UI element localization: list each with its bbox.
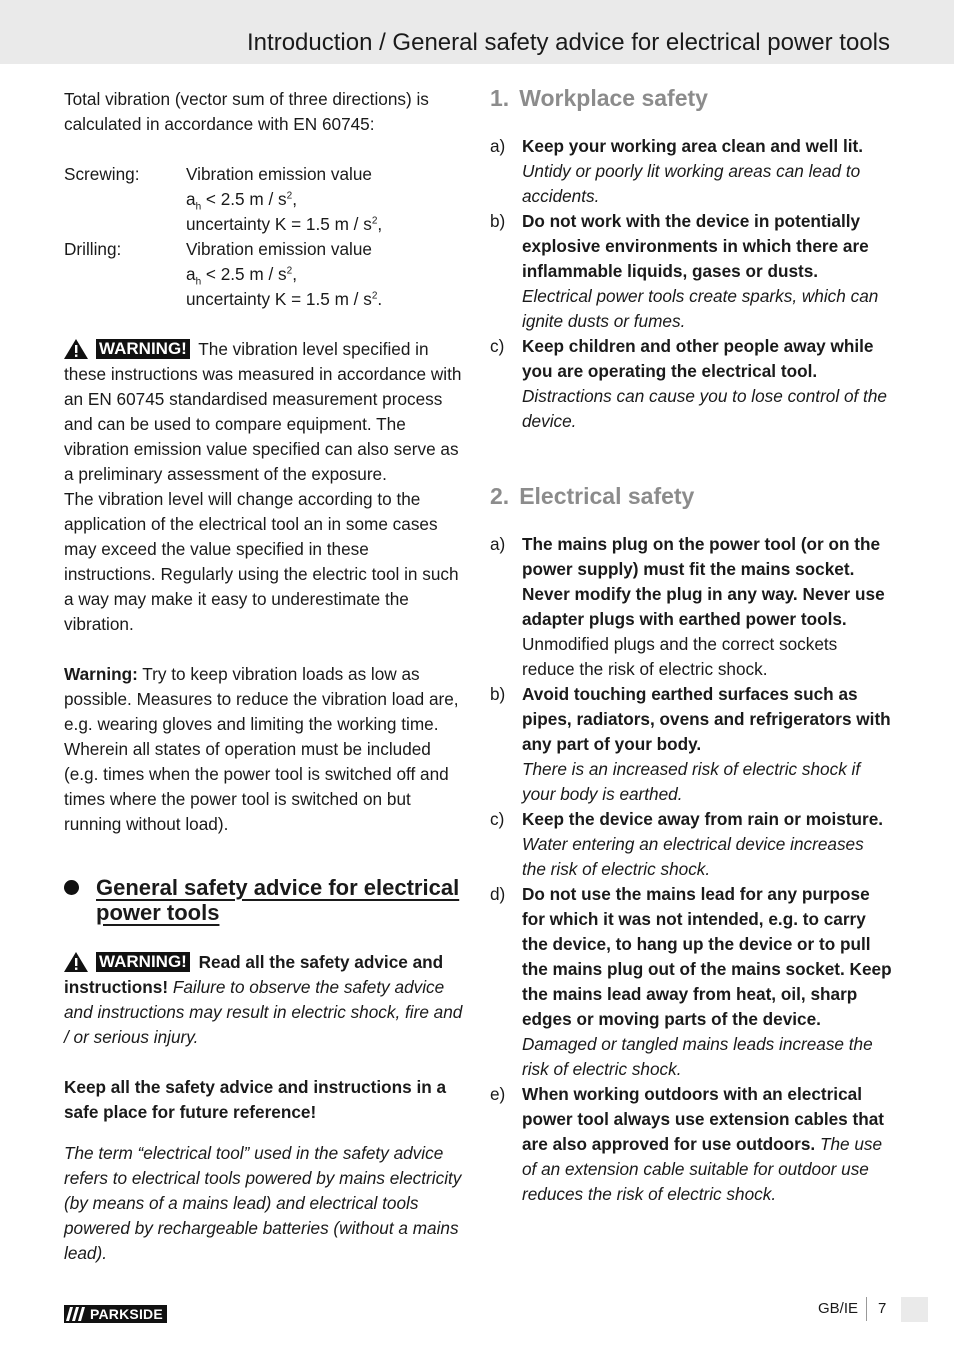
vibration-intro: Total vibration (vector sum of three directions) is calculated in accordance with EN 60745: xyxy=(64,89,429,134)
list-item: a) The mains plug on the power tool (or on the power supply) must fit the mains socket. Never modify the plug in any way. Never use adapter plugs with earthed power tools. Unmodified plugs and the correct sockets reduce the risk of electric shock. xyxy=(490,534,885,679)
vibration-drilling xyxy=(64,237,464,312)
vibration-drilling-ah: $a_h < 2.5$ m / $s^2$, xyxy=(186,264,297,288)
section-heading-electrical-safety: 2. Electrical safety xyxy=(490,483,695,509)
list-item: c) Keep the device away from rain or moisture. Water entering an electrical device increases the risk of electric shock. xyxy=(490,809,884,879)
vibration-drilling-uncertainty: uncertainty K = 1.5 m / $s^2$. xyxy=(186,289,383,309)
warning-badge xyxy=(64,952,190,972)
keep-advice-text: Keep all the safety advice and instructions in a safe place for future reference! xyxy=(64,1077,447,1122)
warning-vibration-loads: Warning: Try to keep vibration loads as low as possible. Measures to reduce the vibration load are, e.g. wearing gloves and limiting the working time. Wherein all states of operation must be included (e.g. times when the power tool is switched off and times where the power tool is switched on but running without load). xyxy=(64,664,459,834)
logo-text: PARKSIDE xyxy=(90,1306,163,1322)
warning-badge xyxy=(64,339,190,359)
section-heading-workplace-safety: 1. Workplace safety xyxy=(490,85,708,111)
vibration-screwing-label: Screwing: xyxy=(64,164,140,184)
page-title: Introduction / General safety advice for electrical power tools xyxy=(247,29,890,56)
footer-region: GB/IE xyxy=(818,1300,859,1317)
vibration-change-text: The vibration level will change according to the application of the electrical tool an in some cases may exceed the value specified in these instructions. Regularly using the electric tool in such a way may make it easy to underestimate the vibration. xyxy=(64,489,459,634)
vibration-drilling-line1: Vibration emission value xyxy=(186,239,372,259)
warning-read-advice: WARNING! Read all the safety advice and instructions! Failure to observe the safety advice and instructions may result in electric shock, fire and / or serious injury. xyxy=(64,952,463,1047)
left-column xyxy=(64,87,464,1266)
bullet-dot-icon xyxy=(64,880,79,895)
list-item: d) Do not use the mains lead for any purpose for which it was not intended, e.g. to carry the device, to hang up the device or to pull the mains plug out of the mains socket. Keep the mains lead away from heat, oil, sharp edges or moving parts of the device. Damaged or tangled mains leads increase the risk of electric shock. xyxy=(490,884,892,1079)
page-number: 7 xyxy=(878,1300,887,1317)
footer-tab-marker xyxy=(901,1297,928,1322)
warning-vibration-level: WARNING! The vibration level specified in these instructions was measured in accordance with an EN 60745 standardised measurement process and can be used to compare equipment. The vibration emission value specified can also serve as a preliminary assessment of the exposure. xyxy=(64,339,462,484)
section-heading-general-safety: General safety advice for electrical power tools xyxy=(64,875,464,925)
list-item: c) Keep children and other people away while you are operating the electrical tool. Distractions can cause you to lose control of the device. xyxy=(490,336,887,431)
vibration-screwing-line1: Vibration emission value xyxy=(186,164,372,184)
right-column xyxy=(490,84,892,1207)
vibration-screwing-uncertainty: uncertainty K = 1.5 m / $s^2$, xyxy=(186,214,383,234)
page-header xyxy=(0,0,954,64)
list-item: b) Do not work with the device in potentially explosive environments in which there are inflammable liquids, gases or dusts. Electrical power tools create sparks, which can ignite dusts or fumes. xyxy=(490,211,879,331)
vibration-screwing-ah: $a_h < 2.5$ m / $s^2$, xyxy=(186,189,297,213)
vibration-screwing xyxy=(64,162,464,237)
parkside-logo xyxy=(64,1305,167,1323)
vibration-drilling-label: Drilling: xyxy=(64,239,122,259)
logo-slashes-icon xyxy=(64,1305,88,1323)
warning-label: WARNING! xyxy=(96,952,190,972)
warning-label: WARNING! xyxy=(96,339,190,359)
list-item: e) When working outdoors with an electrical power tool always use extension cables that are also approved for use outdoors. The use of an extension cable suitable for outdoor use reduces the risk of electric shock. xyxy=(490,1084,885,1204)
term-definition-text: The term “electrical tool” used in the safety advice refers to electrical tools powered by mains electricity (by means of a mains lead) and electrical tools powered by rechargeable batteries (without a mains lead). xyxy=(64,1143,462,1263)
list-item: b) Avoid touching earthed surfaces such as pipes, radiators, ovens and refrigerators with any part of your body. There is an increased risk of electric shock if your body is earthed. xyxy=(490,684,891,804)
footer-divider xyxy=(866,1297,867,1321)
warning-triangle-icon xyxy=(64,952,88,972)
list-item: a) Keep your working area clean and well lit. Untidy or poorly lit working areas can lead to accidents. xyxy=(490,136,863,206)
warning-triangle-icon xyxy=(64,339,88,359)
